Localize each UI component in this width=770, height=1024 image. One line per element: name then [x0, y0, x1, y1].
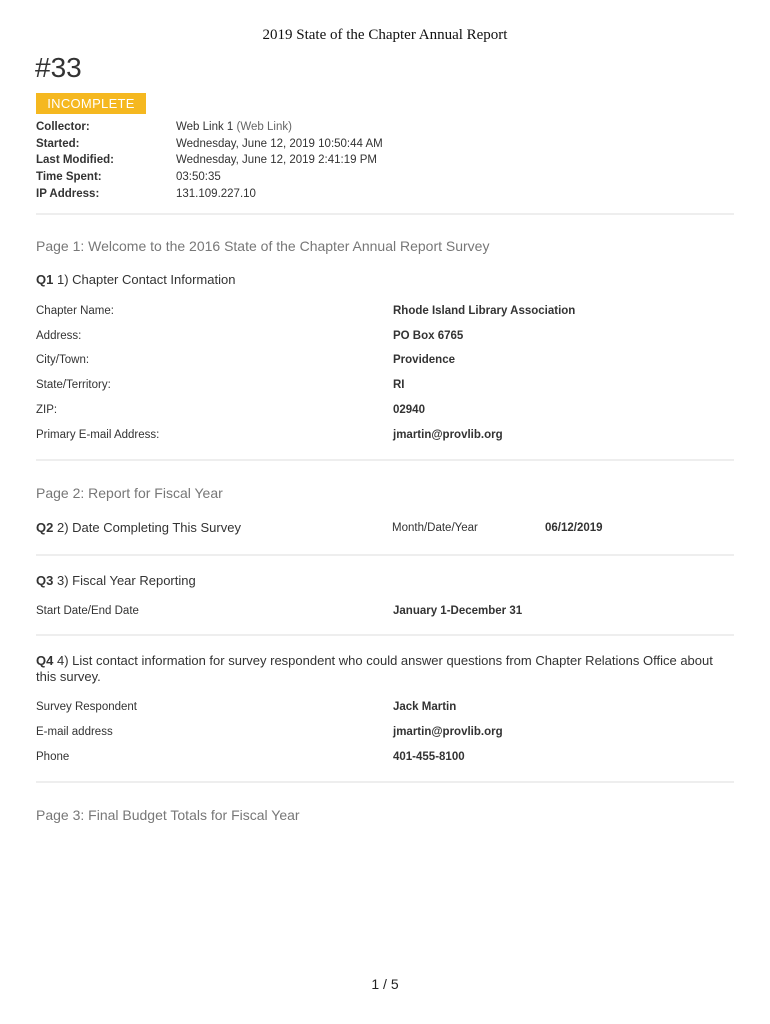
divider: [36, 634, 734, 636]
q1-row-value: 02940: [393, 404, 425, 416]
collector-value: [176, 121, 292, 133]
question-q4: [36, 653, 726, 685]
ip-address-value: 131.109.227.10: [176, 188, 256, 200]
q4-text: 4) List contact information for survey respondent who could answer questions from Chapter Relations Office about this survey.: [36, 653, 713, 684]
started-label: Started:: [36, 138, 80, 150]
q1-row-value: PO Box 6765: [393, 330, 464, 342]
question-q3: [36, 573, 196, 588]
time-spent-label: Time Spent:: [36, 171, 102, 183]
q2-field-value: 06/12/2019: [545, 522, 603, 534]
q4-row-label: Survey Respondent: [36, 701, 138, 713]
q2-text: 2) Date Completing This Survey: [56, 520, 241, 535]
q4-row-value: 401-455-8100: [393, 751, 465, 763]
q3-row-value: January 1-December 31: [393, 605, 523, 617]
q1-row-label: City/Town:: [36, 354, 90, 366]
last-modified-label: Last Modified:: [36, 154, 114, 166]
page-1-heading: Page 1: Welcome to the 2016 State of the Chapter Annual Report Survey: [36, 238, 490, 254]
q2-field-label: Month/Date/Year: [392, 522, 478, 534]
q1-row-value: RI: [393, 379, 405, 391]
question-q2: [36, 520, 241, 535]
divider: [36, 213, 734, 215]
q1-row-label: State/Territory:: [36, 379, 111, 391]
q1-text: 1) Chapter Contact Information: [56, 272, 236, 287]
started-value: Wednesday, June 12, 2019 10:50:44 AM: [176, 138, 383, 150]
ip-address-label: IP Address:: [36, 188, 100, 200]
q1-row-value: jmartin@provlib.org: [393, 429, 503, 441]
q2-number: Q2: [36, 520, 54, 535]
collector-label: Collector:: [36, 121, 90, 133]
q1-row-label: ZIP:: [36, 404, 58, 416]
status-badge: INCOMPLETE: [36, 93, 146, 114]
page-2-heading: Page 2: Report for Fiscal Year: [36, 485, 223, 501]
q3-text: 3) Fiscal Year Reporting: [56, 573, 196, 588]
collector-type: (Web Link): [236, 121, 292, 133]
q4-number: Q4: [36, 653, 54, 668]
q4-row-value: Jack Martin: [393, 701, 457, 713]
q3-row-label: Start Date/End Date: [36, 605, 139, 617]
q1-row-value: Providence: [393, 354, 455, 366]
question-q1: [36, 272, 235, 287]
divider: [36, 554, 734, 556]
divider: [36, 459, 734, 461]
response-metadata: [36, 121, 536, 206]
last-modified-value: Wednesday, June 12, 2019 2:41:19 PM: [176, 154, 377, 166]
time-spent-value: 03:50:35: [176, 171, 221, 183]
q4-row-label: E-mail address: [36, 726, 113, 738]
q1-row-label: Chapter Name:: [36, 305, 114, 317]
divider: [36, 781, 734, 783]
page-indicator: 1 / 5: [371, 976, 399, 992]
document-title: 2019 State of the Chapter Annual Report: [262, 27, 508, 43]
page-3-heading: Page 3: Final Budget Totals for Fiscal Year: [36, 807, 300, 823]
q1-row-value: Rhode Island Library Association: [393, 305, 576, 317]
collector-name: Web Link 1: [176, 121, 234, 133]
q1-number: Q1: [36, 272, 54, 287]
q1-row-label: Primary E-mail Address:: [36, 429, 160, 441]
q1-row-label: Address:: [36, 330, 82, 342]
q4-row-value: jmartin@provlib.org: [393, 726, 503, 738]
q4-row-label: Phone: [36, 751, 70, 763]
response-number: #33: [35, 52, 82, 83]
q3-number: Q3: [36, 573, 54, 588]
